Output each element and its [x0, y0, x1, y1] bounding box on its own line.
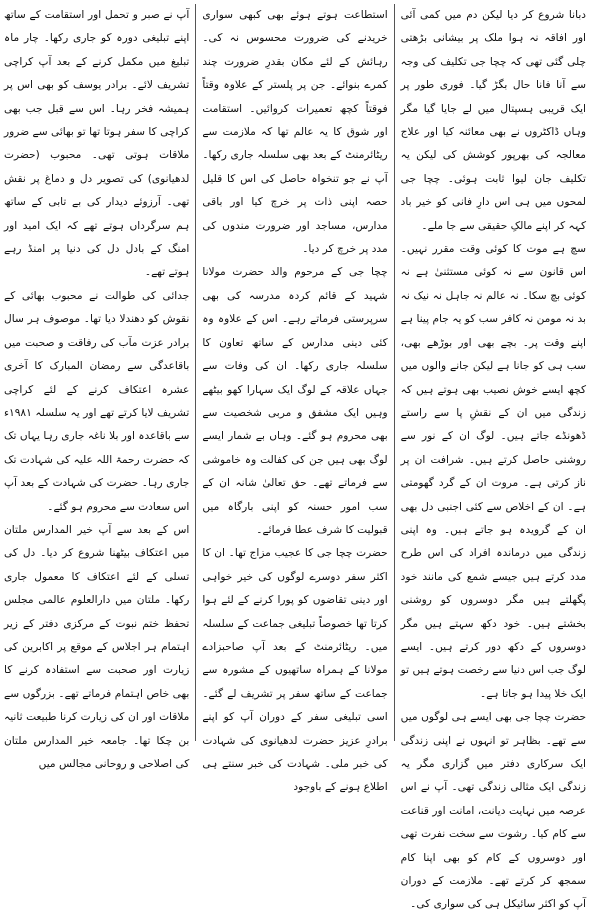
paragraph: استطاعت ہوتے ہوئے بھی کبھی سواری خریدنے کی ضرورت محسوس نہ کی۔ رہائش کے لئے مکان بقدرِ ضرورت چند کمرے بنوائے۔ جن پر پلستر کے علاوہ وقتاً فوقتاً کچھ تعمیرات کروائیں۔ استقامت اور شوق کا یہ عالم تھا کہ ملازمت سے ریٹائرمنٹ کے بعد بھی سلسلہ جاری رکھا۔ آپ نے جو تنخواہ حاصل کی اس کا قلیل حصہ اپنی ذات پر خرچ کیا اور باقی مدارس، مساجد اور ضرورت مندوں کی مدد پر خرچ کر دیا۔ — [202, 9, 388, 256]
paragraph: دبانا شروع کر دیا لیکن دم میں کمی آئی اور افاقہ نہ ہوا ملک پر بیشانی بڑھتی چلی گئی تھی کہ چچا جی تکلیف کی وجہ سے آنا فانا حال بگڑ گیا۔ فوری طور پر ایک قریبی ہسپتال میں لے جایا گیا مگر وہاں ڈاکٹروں نے بھی معائنہ کیا اور علاج معالجہ کی بھرپور کوشش کی لیکن یہ تکلیف جان لیوا ثابت ہوئی۔ چچا جی لمحوں میں ہی اس دارِ فانی کو خیر باد کہہ کر اپنے مالکِ حقیقی سے جا ملے۔ — [400, 9, 586, 232]
paragraph: سچ ہے موت کا کوئی وقت مقرر نہیں۔ اس قانون سے نہ کوئی مستثنیٰ ہے نہ کوئی بچ سکا۔ نہ عالم نہ جاہل نہ نیک نہ بد نہ مومن نہ کافر سب کو یہ جام پینا ہے اپنے وقت پر۔ بچے بھی اور بوڑھے بھی، سب ہی کو جانا ہے لیکن جانے والوں میں کچھ ایسے خوش نصیب بھی ہوتے ہیں کہ زندگی میں ان کے نقشِ پا سے راستے ڈھونڈے جاتے ہیں۔ لوگ ان کے نور سے روشنی حاصل کرتے ہیں۔ شرافت ان پر ناز کرتی ہے۔ مروت ان کے گرد گھومتی ہے۔ ان کے اخلاص سے کئی اجنبی دل بھی ان کے گرویدہ ہو جاتے ہیں۔ وہ اپنی زندگی میں درماندہ افراد کی اس طرح مدد کرتے ہیں جیسے شمع کی مانند خود پگھلتے ہیں مگر دوسروں کو روشنی بخشتے ہیں۔ خود دکھ سہتے ہیں مگر دوسروں کے دکھ دور کرتے ہیں۔ ایسے لوگ جب اس دنیا سے رخصت ہوتے ہیں تو ایک خلا پیدا ہو جاتا ہے۔ — [400, 243, 586, 700]
paragraph: حضرت چچا جی کا عجیب مزاج تھا۔ ان کا اکثر سفر دوسرے لوگوں کی خیر خواہی اور دینی تقاضوں کو پورا کرنے کے لئے ہوا کرتا تھا خصوصاً تبلیغی جماعت کے سلسلہ میں۔ ریٹائرمنٹ کے بعد آپ صاحبزادے مولانا کے ہمراہ ساتھیوں کے مشورہ سے جماعت کے ساتھ سفر پر تشریف لے گئے۔ اسی تبلیغی سفر کے دوران آپ کو اپنے برادرِ عزیز حضرت لدھیانوی کی شہادت کی خبر ملی۔ شہادت کی خبر سنتے ہی اطلاع ہونے کے باوجود — [202, 547, 388, 794]
paragraph: حضرت چچا جی بھی ایسے ہی لوگوں میں سے تھے۔ بظاہر تو انہوں نے اپنی زندگی ایک سرکاری دفتر میں گزاری مگر یہ زندگی ایک مثالی زندگی تھی۔ آپ نے اس عرصہ میں نہایت دیانت، امانت اور قناعت سے کام کیا۔ رشوت سے سخت نفرت تھی اور دوسروں کے کام کو بھی اپنا کام سمجھ کر کرتے تھے۔ ملازمت کے دوران آپ کو اکثر سائیکل ہی کی سواری کی۔ — [400, 711, 586, 911]
text-column-left — [4, 4, 190, 770]
paragraph: چچا جی کے مرحوم والد حضرت مولانا شہید کے قائم کردہ مدرسہ کی بھی سرپرستی فرماتے رہے۔ اس کے علاوہ وہ کئی دینی مدارس کے ساتھ تعاون کا سلسلہ جاری رکھا۔ ان کی وفات سے جہاں علاقہ کے لوگ ایک سہارا کھو بیٹھے وہیں ایک مشفق و مربی شخصیت سے بھی محروم ہو گئے۔ وہاں بے شمار ایسے لوگ بھی ہیں جن کی کفالت وہ خاموشی سے فرماتے تھے۔ حق تعالیٰ شانہ ان کے سب امور حسنہ کو اپنی بارگاہ میں قبولیت کا شرف عطا فرمائے۔ — [202, 266, 388, 536]
column-divider — [394, 4, 395, 741]
text-column-right — [400, 4, 586, 911]
paragraph: اس کے بعد سے آپ خیر المدارس ملتان میں اعتکاف بیٹھنا شروع کر دیا۔ دل کی تسلی کے لئے اعتکاف کا معمول جاری رکھا۔ ملتان میں دارالعلوم عالمی مجلس تحفظ ختم نبوت کے مرکزی دفتر کے زیر اہتمام ہر اجلاس کے موقع پر اکابرین کی زیارت اور صحبت سے استفادہ کرنے کا بھی خاص اہتمام فرماتے تھے۔ بزرگوں سے ملاقات اور ان کی زیارت کرنا طبیعت ثانیہ بن چکا تھا۔ جامعہ خیر المدارس ملتان کی اصلاحی و روحانی مجالس میں — [4, 523, 190, 770]
text-column-middle — [202, 4, 388, 794]
column-divider — [195, 4, 196, 741]
paragraph: آپ نے صبر و تحمل اور استقامت کے ساتھ اپنے تبلیغی دورہ کو جاری رکھا۔ چار ماہ تبلیغ میں مکمل کرنے کے بعد آپ کراچی تشریف لائے۔ برادر یوسف کو بھی اس پر ہمیشہ فخر رہا۔ اس سے قبل جب بھی کراچی کا سفر ہوتا تھا تو بھائی سے ضرور ملاقات ہوتی تھی۔ محبوب (حضرت لدھیانوی) کی تصویر دل و دماغ پر نقش تھی۔ آرزوئے دیدار کی بے تابی کے ساتھ ہم سرگرداں ہوتے تھے کہ ایک امید اور امنگ کے بادل دل کی دنیا پر امنڈ رہے ہوتے تھے۔ — [4, 9, 190, 279]
paragraph: جدائی کی طوالت نے محبوب بھائی کے نقوش کو دھندلا دیا تھا۔ موصوف ہر سال برادر عزت مآب کی رفاقت و صحبت میں باقاعدگی سے رمضان المبارک کا آخری عشرہ اعتکاف کرنے کے لئے کراچی تشریف لایا کرتے تھے اور یہ سلسلہ ۱۹۸۱ء سے باقاعدہ اور بلا ناغہ جاری رہا یہاں تک کہ حضرت رحمۃ اللہ علیہ کی شہادت تک جاری رہا۔ حضرت کی شہادت کے بعد آپ اس سعادت سے محروم ہو گئے۔ — [4, 289, 190, 513]
